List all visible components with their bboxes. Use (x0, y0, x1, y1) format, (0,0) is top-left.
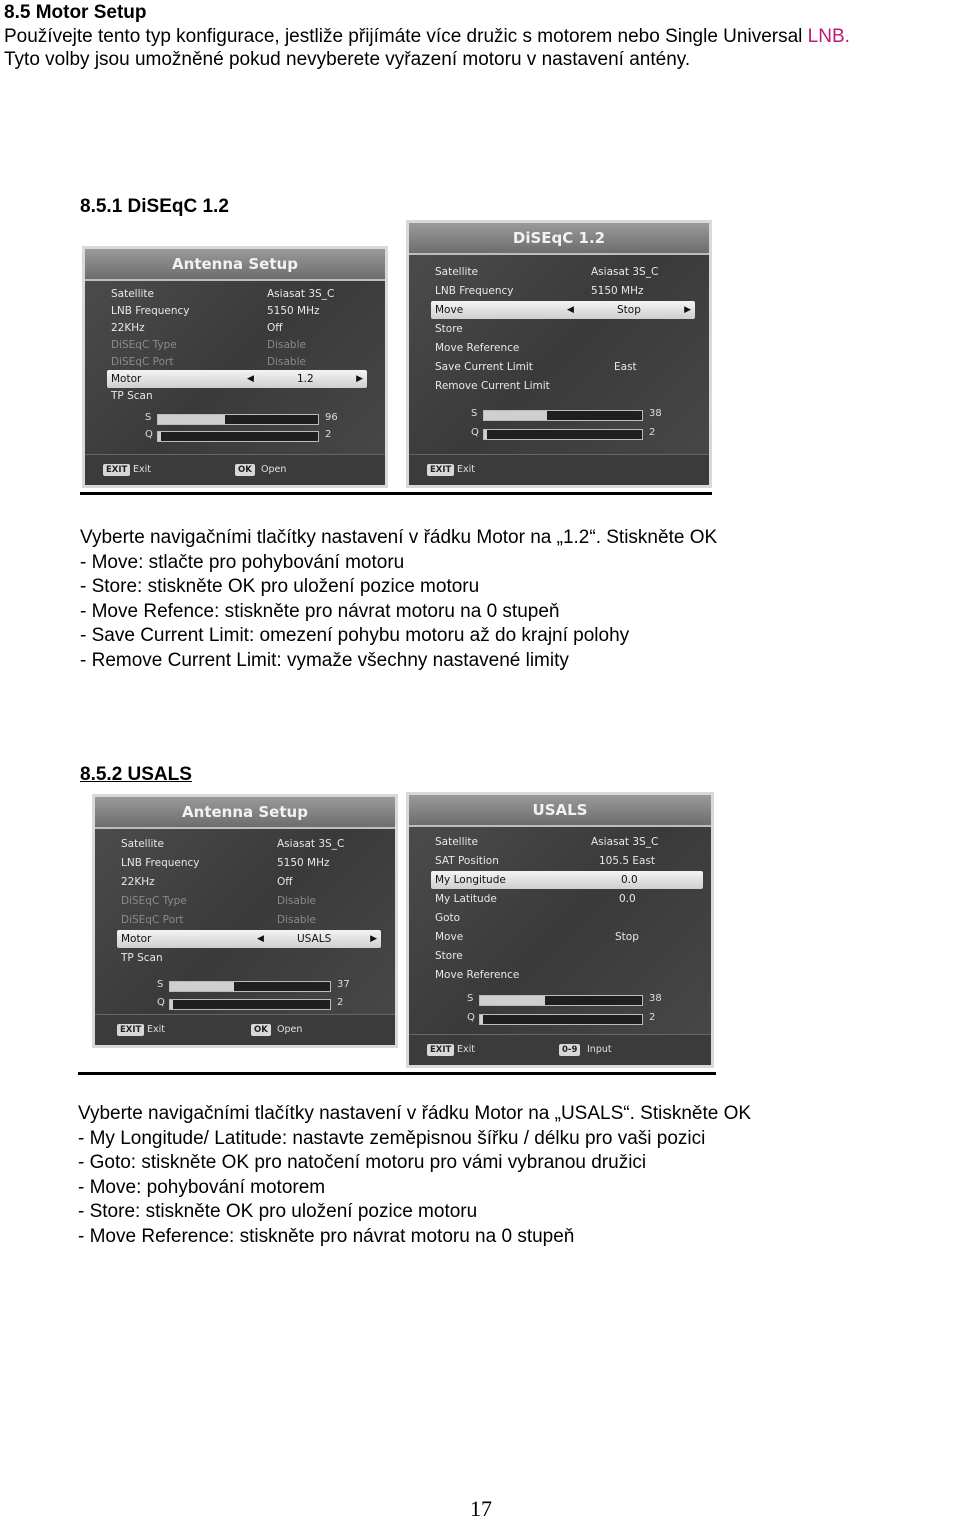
signal-strength-value: 37 (337, 979, 350, 990)
signal-quality-value: 2 (337, 997, 344, 1008)
antenna-setup-screen-usals (92, 794, 398, 1048)
instruction-line: - Store: stiskněte OK pro uložení pozice motoru (78, 1201, 478, 1223)
row-label: Move Reference (435, 969, 520, 981)
row-label: TP Scan (121, 952, 163, 964)
menu-row-satellite[interactable] (105, 835, 385, 853)
row-value: Stop (617, 304, 641, 316)
signal-strength-bar (479, 995, 643, 1006)
exit-key[interactable]: EXIT (427, 464, 454, 476)
instruction-line: - Move: pohybování motorem (78, 1176, 326, 1198)
ok-key[interactable]: OK (235, 464, 255, 476)
row-label: LNB Frequency (121, 857, 200, 869)
menu-row-save-current-limit[interactable] (419, 358, 699, 376)
instruction-line: - Save Current Limit: omezení pohybu motoru až do krajní polohy (80, 625, 630, 647)
screen-body (85, 281, 385, 455)
signal-strength-label: S (157, 979, 164, 990)
divider-rule (80, 492, 712, 495)
row-value: 1.2 (297, 373, 314, 385)
menu-row-move[interactable] (419, 928, 701, 946)
row-value: 105.5 East (599, 855, 656, 867)
signal-quality-fill (158, 432, 161, 441)
menu-row-satellite[interactable] (419, 833, 701, 851)
menu-row-diseqc-port (95, 353, 375, 371)
row-label: My Longitude (435, 874, 506, 886)
signal-quality-label: Q (471, 427, 479, 438)
ok-key[interactable]: OK (251, 1024, 271, 1036)
intro-line-1 (4, 25, 850, 49)
signal-strength-fill (480, 996, 545, 1005)
signal-strength-value: 38 (649, 408, 662, 419)
signal-quality-bar (169, 999, 331, 1010)
arrow-right-icon[interactable]: ▶ (684, 305, 691, 315)
signal-strength-value: 96 (325, 412, 338, 423)
row-label: Motor (121, 933, 152, 945)
arrow-left-icon[interactable]: ◀ (257, 934, 264, 944)
exit-key[interactable]: EXIT (427, 1044, 454, 1056)
menu-row-diseqc-type (95, 336, 375, 354)
row-value: Asiasat 3S_C (591, 266, 659, 278)
screen-footer (409, 1034, 711, 1065)
menu-row-motor-selected[interactable] (117, 930, 381, 948)
screen-body (409, 827, 711, 1035)
row-label: Store (435, 323, 463, 335)
screen-footer (409, 454, 709, 485)
menu-row-motor-selected[interactable] (107, 370, 367, 388)
row-label: Satellite (435, 836, 479, 848)
row-value: Asiasat 3S_C (277, 838, 345, 850)
diseqc-screen (406, 220, 712, 488)
menu-row-move-reference[interactable] (419, 339, 699, 357)
menu-row-store[interactable] (419, 320, 699, 338)
menu-row-tp-scan[interactable] (95, 387, 375, 405)
row-value: Disable (277, 914, 316, 926)
signal-quality-value: 2 (649, 427, 656, 438)
row-label: Motor (111, 373, 142, 385)
row-label: TP Scan (111, 390, 153, 402)
signal-quality-fill (170, 1000, 173, 1009)
signal-quality-bar (479, 1014, 643, 1025)
instruction-line: - Goto: stiskněte OK pro natočení motoru pro vámi vybranou družici (78, 1152, 647, 1174)
signal-strength-value: 38 (649, 993, 662, 1004)
menu-row-satellite[interactable] (419, 263, 699, 281)
signal-quality-fill (484, 430, 487, 439)
menu-row-store[interactable] (419, 947, 701, 965)
divider-rule (78, 1072, 716, 1075)
row-label: Satellite (111, 288, 155, 300)
screen-title: USALS (409, 795, 711, 827)
row-label: 22KHz (121, 876, 155, 888)
signal-strength-bar (169, 981, 331, 992)
menu-row-my-latitude[interactable] (419, 890, 701, 908)
row-label: 22KHz (111, 322, 145, 334)
instruction-line: - Move Reference: stiskněte pro návrat motoru na 0 stupeň (78, 1225, 575, 1247)
row-label: DiSEqC Port (121, 914, 184, 926)
menu-row-satellite[interactable] (95, 285, 375, 303)
row-value: USALS (297, 933, 332, 945)
instruction-line: - Move Refence: stiskněte pro návrat motoru na 0 stupeň (80, 600, 560, 622)
row-value: 0.0 (619, 893, 636, 905)
row-value: 5150 MHz (277, 857, 330, 869)
signal-quality-value: 2 (325, 429, 332, 440)
instruction-line: Vyberte navigačními tlačítky nastavení v řádku Motor na „USALS“. Stiskněte OK (78, 1103, 752, 1124)
signal-quality-label: Q (157, 997, 165, 1008)
row-label: SAT Position (435, 855, 499, 867)
signal-strength-fill (484, 411, 547, 420)
menu-row-lnb-frequency[interactable] (105, 854, 385, 872)
signal-strength-bar (483, 410, 643, 421)
signal-quality-label: Q (145, 429, 153, 440)
arrow-left-icon[interactable]: ◀ (247, 374, 254, 384)
screen-footer (85, 454, 385, 485)
row-label: Move (435, 931, 464, 943)
arrow-right-icon[interactable]: ▶ (370, 934, 377, 944)
row-value: Asiasat 3S_C (591, 836, 659, 848)
screen-footer (95, 1014, 395, 1045)
signal-strength-label: S (145, 412, 152, 423)
signal-quality-label: Q (467, 1012, 475, 1023)
exit-key-label: Exit (457, 1044, 475, 1055)
screen-title: Antenna Setup (95, 797, 395, 829)
menu-row-sat-position[interactable] (419, 852, 701, 870)
intro-highlight: LNB. (807, 26, 850, 47)
input-key[interactable]: 0-9 (559, 1044, 580, 1056)
diseqc-instructions (80, 526, 717, 674)
signal-strength-bar (157, 414, 319, 425)
usals-instructions (78, 1102, 751, 1250)
row-value: Disable (277, 895, 316, 907)
intro-line-1-text: Používejte tento typ konfigurace, jestliže přijímáte více družic s motorem nebo Single Universal (4, 26, 808, 47)
row-label: My Latitude (435, 893, 497, 905)
row-label: DiSEqC Type (121, 895, 187, 907)
exit-key[interactable]: EXIT (103, 464, 130, 476)
screen-title: DiSEqC 1.2 (409, 223, 709, 255)
menu-row-move-reference[interactable] (419, 966, 701, 984)
usals-screen (406, 792, 714, 1068)
menu-row-goto[interactable] (419, 909, 701, 927)
exit-key[interactable]: EXIT (117, 1024, 144, 1036)
row-value: Disable (267, 339, 306, 351)
ok-key-label: Open (261, 464, 287, 475)
instruction-line: - Store: stiskněte OK pro uložení pozice motoru (80, 576, 480, 598)
signal-strength-fill (158, 415, 225, 424)
row-label: LNB Frequency (435, 285, 514, 297)
row-label: Save Current Limit (435, 361, 533, 373)
menu-row-22khz[interactable] (95, 319, 375, 337)
row-label: DiSEqC Type (111, 339, 177, 351)
menu-row-my-longitude-selected[interactable] (431, 871, 703, 889)
row-value: Stop (615, 931, 639, 943)
exit-key-label: Exit (147, 1024, 165, 1035)
instruction-line: - My Longitude/ Latitude: nastavte zeměpisnou šířku / délku pro vaši pozici (78, 1127, 706, 1149)
signal-strength-label: S (467, 993, 474, 1004)
row-label: Move Reference (435, 342, 520, 354)
menu-row-lnb-frequency[interactable] (419, 282, 699, 300)
ok-key-label: Open (277, 1024, 303, 1035)
row-value: Off (277, 876, 293, 888)
row-value: Asiasat 3S_C (267, 288, 335, 300)
row-label: Satellite (121, 838, 165, 850)
section-title: 8.5 Motor Setup (4, 2, 147, 23)
row-value: 5150 MHz (591, 285, 644, 297)
row-label: Remove Current Limit (435, 380, 550, 392)
instruction-line: - Remove Current Limit: vymaže všechny nastavené limity (80, 649, 569, 671)
page-number: 17 (470, 1496, 492, 1521)
exit-key-label: Exit (457, 464, 475, 475)
screen-body (95, 829, 395, 1015)
row-label: Goto (435, 912, 461, 924)
row-value: 5150 MHz (267, 305, 320, 317)
arrow-right-icon[interactable]: ▶ (356, 374, 363, 384)
row-value: East (614, 361, 637, 373)
row-value: Off (267, 322, 283, 334)
diseqc-heading: 8.5.1 DiSEqC 1.2 (80, 196, 229, 217)
instruction-line: - Move: stlačte pro pohybování motoru (80, 551, 405, 573)
signal-quality-bar (157, 431, 319, 442)
signal-strength-label: S (471, 408, 478, 419)
row-label: Store (435, 950, 463, 962)
menu-row-move-selected[interactable] (431, 301, 695, 319)
signal-quality-fill (480, 1015, 483, 1024)
arrow-left-icon[interactable]: ◀ (567, 305, 574, 315)
row-value: 0.0 (621, 874, 638, 886)
menu-row-tp-scan[interactable] (105, 949, 385, 967)
row-value: Disable (267, 356, 306, 368)
signal-quality-value: 2 (649, 1012, 656, 1023)
menu-row-remove-current-limit[interactable] (419, 377, 699, 395)
row-label: LNB Frequency (111, 305, 190, 317)
signal-strength-fill (170, 982, 234, 991)
signal-quality-bar (483, 429, 643, 440)
exit-key-label: Exit (133, 464, 151, 475)
screen-body (409, 255, 709, 455)
antenna-setup-screen-diseqc (82, 246, 388, 488)
instruction-line: Vyberte navigačními tlačítky nastavení v řádku Motor na „1.2“. Stiskněte OK (80, 527, 718, 548)
menu-row-diseqc-type (105, 892, 385, 910)
menu-row-diseqc-port (105, 911, 385, 929)
row-label: Move (435, 304, 464, 316)
menu-row-22khz[interactable] (105, 873, 385, 891)
input-key-label: Input (587, 1044, 612, 1055)
usals-heading: 8.5.2 USALS (80, 764, 192, 785)
menu-row-lnb-frequency[interactable] (95, 302, 375, 320)
intro-line-2: Tyto volby jsou umožněné pokud nevyberete vyřazení motoru v nastavení antény. (4, 49, 691, 70)
row-label: Satellite (435, 266, 479, 278)
row-label: DiSEqC Port (111, 356, 174, 368)
screen-title: Antenna Setup (85, 249, 385, 281)
